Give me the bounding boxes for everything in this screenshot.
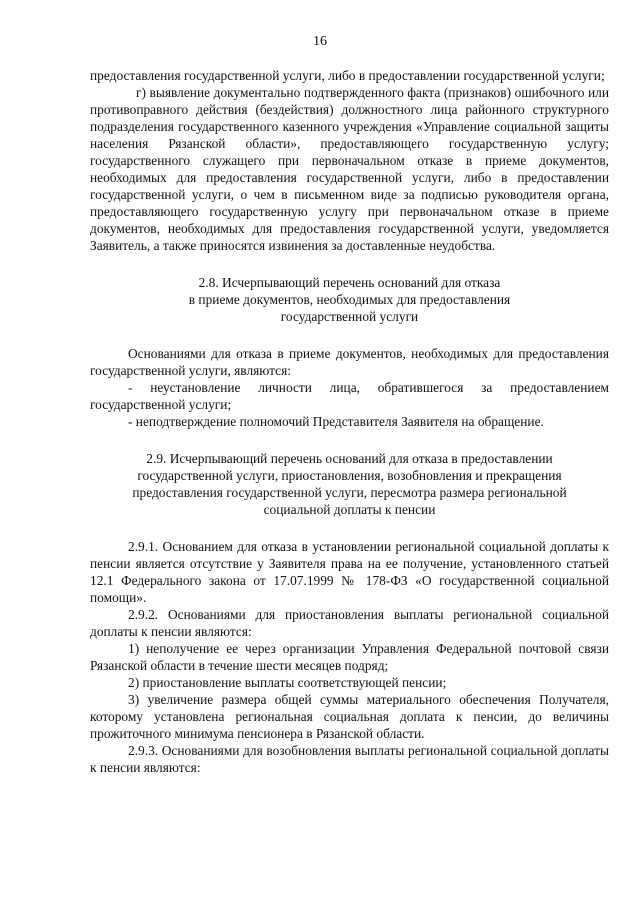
paragraph-2-9-2: 2.9.2. Основаниями для приостановления выплаты региональной социальной доплаты к пенсии являются: [90, 607, 609, 639]
page-number: 16 [313, 34, 327, 49]
list-item: 3) увеличение размера общей суммы материального обеспечения Получателя, которому установлена региональная социальная доплата к пенсии, до величины прожиточного минимума пенсионера в Рязанской области. [90, 692, 609, 741]
list-item: 1) неполучение ее через организации Управления Федеральной почтовой связи Рязанской области в течение шести месяцев подряд; [90, 641, 609, 673]
document-body [90, 67, 609, 776]
heading-line: государственной услуги, приостановления, возобновления и прекращения [137, 468, 562, 483]
heading-line: в приеме документов, необходимых для предоставления [188, 292, 511, 307]
section-heading-2-8 [90, 274, 609, 325]
heading-line: 2.8. Исчерпывающий перечень оснований для отказа [198, 275, 501, 290]
paragraph-2-8-intro: Основаниями для отказа в приеме документов, необходимых для предоставления государственной услуги, являются: [90, 346, 609, 378]
list-item: - неподтверждение полномочий Представителя Заявителя на обращение. [128, 414, 544, 429]
heading-line: 2.9. Исчерпывающий перечень оснований для отказа в предоставлении [146, 451, 553, 466]
section-heading-2-9 [90, 450, 609, 518]
paragraph-intro-tail: предоставления государственной услуги, либо в предоставлении государственной услуги; [90, 68, 605, 83]
heading-line: государственной услуги [280, 309, 419, 324]
heading-line: предоставления государственной услуги, пересмотра размера региональной [132, 485, 567, 500]
list-item: 2) приостановление выплаты соответствующей пенсии; [128, 675, 447, 690]
paragraph-2-9-3: 2.9.3. Основаниями для возобновления выплаты региональной социальной доплаты к пенсии являются: [90, 743, 609, 775]
heading-line: социальной доплаты к пенсии [263, 502, 436, 517]
paragraph-2-9-1: 2.9.1. Основанием для отказа в установлении региональной социальной доплаты к пенсии является отсутствие у Заявителя права на ее получение, установленного статьей 12.1 Федерального закона от 17.07.1999 № 178-ФЗ «О государственной социальной помощи». [90, 539, 609, 605]
paragraph-item-g: г) выявление документально подтвержденного факта (признаков) ошибочного или противоправного действия (бездействия) должностного лица районного структурного подразделения государственного казенного учреждения «Управление социальной защиты населения Рязанской области», предоставляющего государственную услугу; государственного служащего при первоначальном отказе в приеме документов, необходимых для предоставления государственной услуги, либо в предоставлении государственной услуги, о чем в письменном виде за подписью руководителя органа, предоставляющего государственную услугу при первоначальном отказе в приеме документов, необходимых для предоставления государственной услуги, уведомляется Заявитель, а также приносятся извинения за доставленные неудобства. [90, 85, 609, 253]
list-item: - неустановление личности лица, обратившегося за предоставлением государственной услуги; [90, 380, 609, 412]
